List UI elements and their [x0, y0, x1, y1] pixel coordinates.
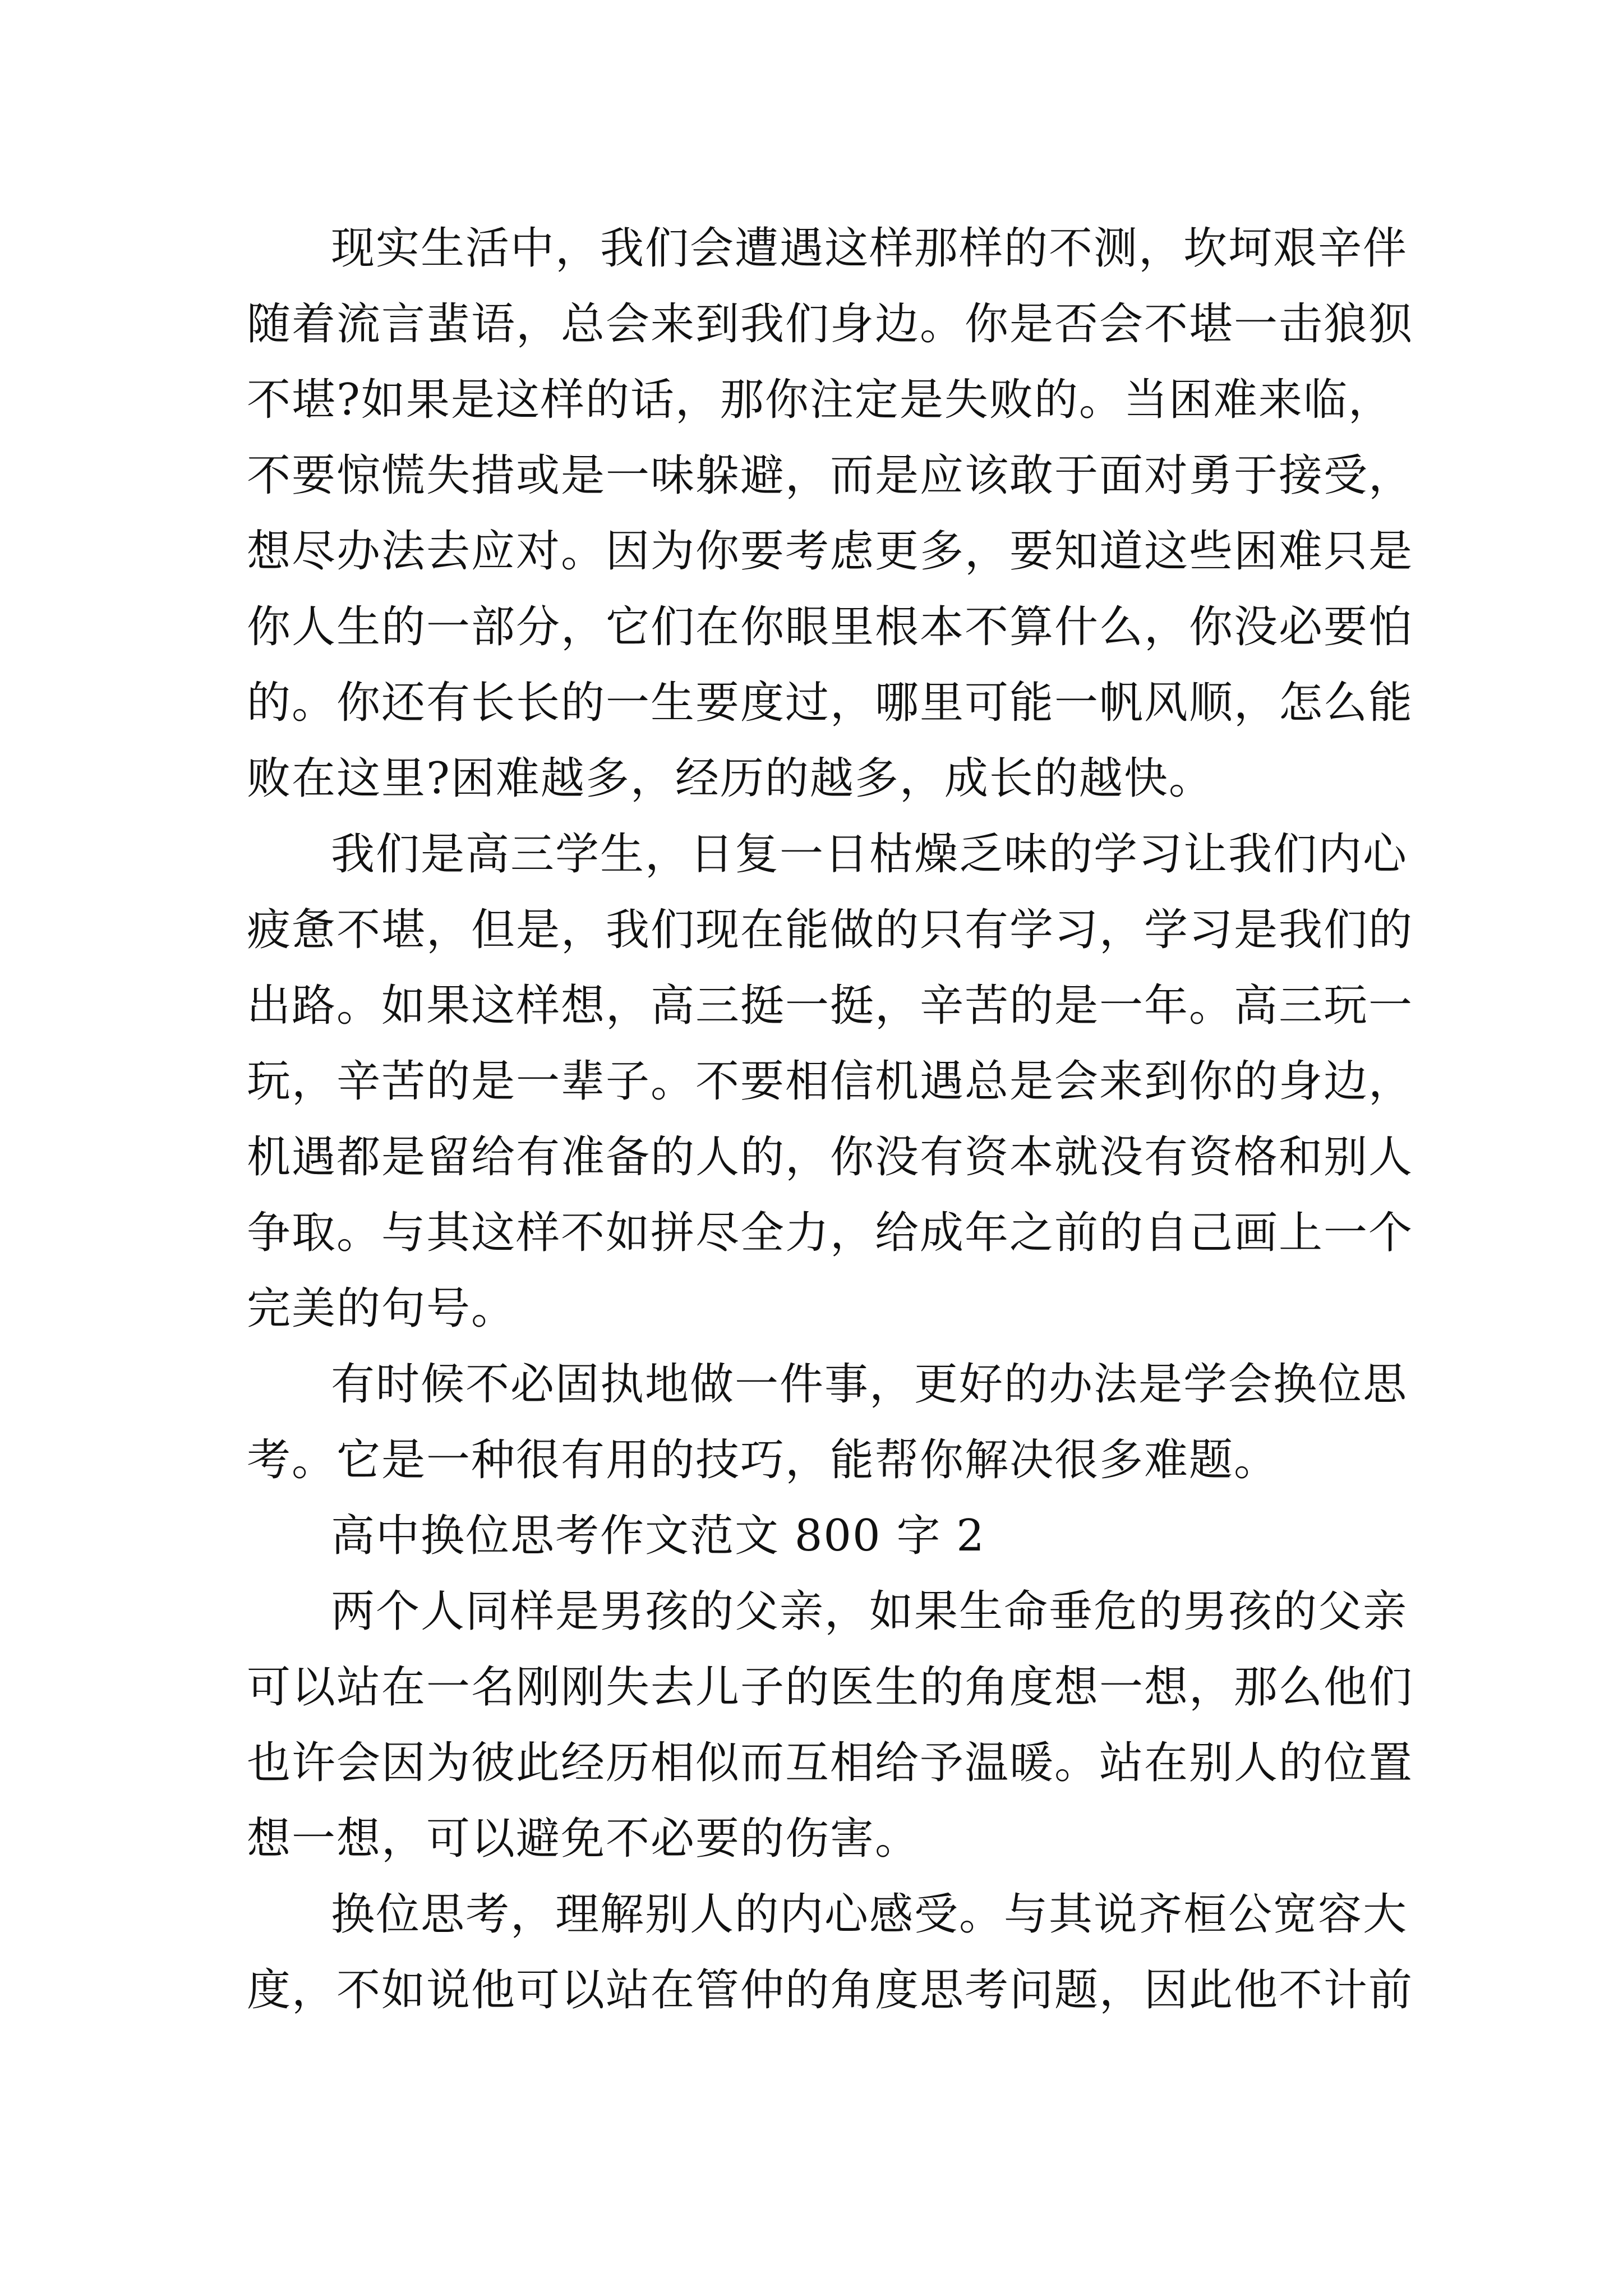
- paragraph-line: 你人生的一部分，它们在你眼里根本不算什么，你没必要怕: [247, 602, 1414, 652]
- paragraph-line: 不要惊慌失措或是一味躲避，而是应该敢于面对勇于接受，: [247, 450, 1414, 501]
- paragraph-line: 想一想，可以避免不必要的伤害。: [247, 1814, 920, 1864]
- paragraph-line: 随着流言蜚语，总会来到我们身边。你是否会不堪一击狼狈: [247, 299, 1414, 349]
- paragraph-line: 也许会因为彼此经历相似而互相给予温暖。站在别人的位置: [247, 1738, 1414, 1788]
- paragraph-line: 败在这里?困难越多，经历的越多，成长的越快。: [247, 753, 1214, 804]
- paragraph-line: 可以站在一名刚刚失去儿子的医生的角度想一想，那么他们: [247, 1662, 1414, 1713]
- paragraph-line: 不堪?如果是这样的话，那你注定是失败的。当困难来临，: [247, 375, 1393, 425]
- paragraph-line: 有时候不必固执地做一件事，更好的办法是学会换位思: [331, 1359, 1408, 1410]
- paragraph-line: 的。你还有长长的一生要度过，哪里可能一帆风顺，怎么能: [247, 678, 1414, 728]
- paragraph-line: 换位思考，理解别人的内心感受。与其说齐桓公宽容大: [331, 1889, 1408, 1940]
- paragraph-line: 两个人同样是男孩的父亲，如果生命垂危的男孩的父亲: [331, 1586, 1408, 1637]
- paragraph-line: 出路。如果这样想，高三挺一挺，辛苦的是一年。高三玩一: [247, 981, 1414, 1031]
- paragraph-line: 现实生活中，我们会遭遇这样那样的不测，坎坷艰辛伴: [331, 223, 1408, 274]
- paragraph-line: 我们是高三学生，日复一日枯燥乏味的学习让我们内心: [331, 829, 1408, 880]
- paragraph-line: 度，不如说他可以站在管仲的角度思考问题，因此他不计前: [247, 1965, 1414, 2016]
- paragraph-line: 疲惫不堪，但是，我们现在能做的只有学习，学习是我们的: [247, 905, 1414, 955]
- paragraph-line: 机遇都是留给有准备的人的，你没有资本就没有资格和别人: [247, 1132, 1414, 1182]
- paragraph-line: 争取。与其这样不如拼尽全力，给成年之前的自己画上一个: [247, 1208, 1414, 1258]
- paragraph-line: 完美的句号。: [247, 1283, 517, 1334]
- paragraph-line: 考。它是一种很有用的技巧，能帮你解决很多难题。: [247, 1435, 1279, 1485]
- section-heading: 高中换位思考作文范文 800 字 2: [331, 1511, 985, 1561]
- paragraph-line: 想尽办法去应对。因为你要考虑更多，要知道这些困难只是: [247, 526, 1414, 577]
- paragraph-line: 玩，辛苦的是一辈子。不要相信机遇总是会来到你的身边，: [247, 1056, 1414, 1107]
